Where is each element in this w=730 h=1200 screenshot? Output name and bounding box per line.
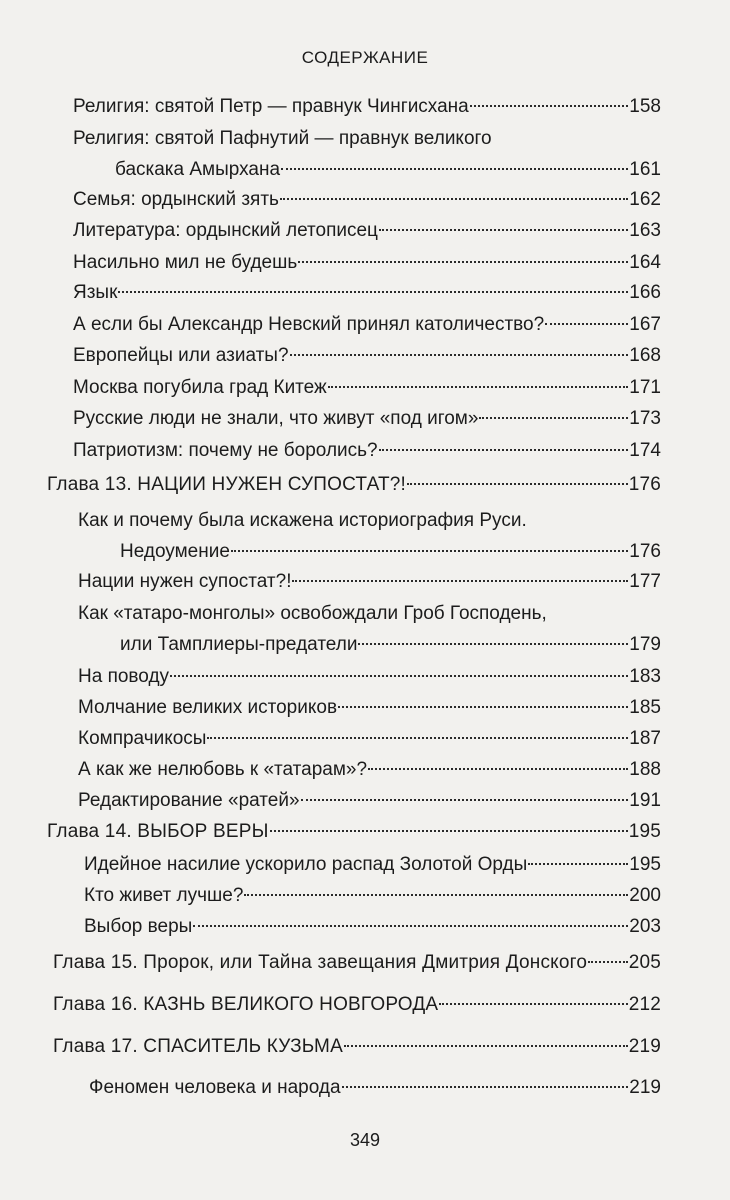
dot-leader [344,1045,628,1047]
toc-entry-page: 219 [628,1036,661,1057]
toc-entry-title: Патриотизм: почему не боролись? [73,440,378,461]
toc-entry-title: Как и почему была искажена историография Руси. [78,510,527,531]
toc-chapter [53,951,661,975]
toc-entry-title: Религия: святой Петр — правнук Чингисхана [73,96,469,117]
toc-entry [73,439,661,463]
toc-chapter-title: Глава 15. Пророк, или Тайна завещания Дмитрия Донского [53,952,588,973]
toc-entry-title: Европейцы или азиаты? [73,345,289,366]
toc-entry-title: Недоумение [120,541,230,562]
toc-entry-title: Идейное насилие ускорило распад Золотой Орды [84,854,528,875]
toc-entry [73,376,661,400]
toc-entry-page: 171 [629,377,661,398]
toc-entry-page: 203 [629,916,661,937]
dot-leader [342,1086,629,1088]
toc-chapter [53,993,661,1017]
toc-entry [73,407,661,431]
toc-entry-page: 162 [629,189,661,210]
dot-leader [301,799,629,801]
dot-leader [298,261,628,263]
toc-entry-title: Литература: ордынский летописец [73,220,378,241]
dot-leader [358,643,628,645]
toc-chapter-title: Глава 16. КАЗНЬ ВЕЛИКОГО НОВГОРОДА [53,994,439,1015]
toc-entry-page: 185 [629,697,661,718]
dot-leader [207,737,628,739]
toc-entry-page: 195 [629,854,661,875]
toc-entry-page: 183 [629,666,661,687]
toc-chapter-title: Глава 14. ВЫБОР ВЕРЫ [47,821,269,842]
page-header: СОДЕРЖАНИЕ [301,48,429,67]
toc-entry-title: Молчание великих историков [78,697,338,718]
dot-leader [193,925,628,927]
toc-entry-title: А как же нелюбовь к «татарам»? [78,759,368,780]
dot-leader [290,354,629,356]
toc-entry [73,95,661,119]
dot-leader [470,105,629,107]
toc-entry-title: или Тамплиеры-предатели [120,634,358,655]
toc-entry-page: 195 [628,821,661,842]
dot-leader [244,894,628,896]
toc-entry [73,281,661,305]
dot-leader [379,229,628,231]
dot-leader [292,580,628,582]
toc-entry [78,727,661,751]
dot-leader [118,291,628,293]
toc-entry-page: 174 [629,440,661,461]
toc-entry [120,633,661,657]
toc-entry-title: Язык [73,282,118,303]
toc-entry-page: 161 [629,159,661,180]
toc-entry-page: 191 [629,790,661,811]
toc-entry-line [73,127,492,151]
toc-entry-title: Кто живет лучше? [84,885,244,906]
toc-entry-page: 177 [629,571,661,592]
toc-entry [84,853,661,877]
toc-entry [89,1076,661,1100]
toc-entry-line [78,509,527,533]
dot-leader [588,961,628,963]
dot-leader [528,863,628,865]
toc-entry-page: 187 [629,728,661,749]
toc-entry-title: Насильно мил не будешь [73,252,298,273]
toc-entry-title: Семья: ордынский зять [73,189,279,210]
dot-leader [280,198,628,200]
toc-entry-page: 176 [628,474,661,495]
toc-entry [73,188,661,212]
dot-leader [270,830,628,832]
toc-entry-title: Редактирование «ратей» [78,790,300,811]
toc-entry-page: 212 [628,994,661,1015]
toc-entry-page: 167 [629,314,661,335]
toc-entry-page: 158 [629,96,661,117]
toc-entry [84,915,661,939]
toc-entry [78,758,661,782]
toc-entry-title: Религия: святой Пафнутий — правнук великого [73,128,492,149]
toc-entry [73,251,661,275]
toc-entry-line [78,602,547,626]
toc-entry [78,696,661,720]
dot-leader [328,386,629,388]
toc-entry-title: Компрачикосы [78,728,207,749]
dot-leader [379,449,629,451]
toc-entry [120,540,661,564]
toc-entry-page: 200 [629,885,661,906]
toc-chapter [47,820,661,844]
toc-chapter-title: Глава 13. НАЦИИ НУЖЕН СУПОСТАТ?! [47,474,407,495]
toc-entry-page: 164 [629,252,661,273]
page-number: 349 [349,1130,381,1150]
toc-entry-page: 176 [629,541,661,562]
toc-entry-title: На поводу [78,666,170,687]
dot-leader [479,417,628,419]
dot-leader [545,323,628,325]
toc-entry-title: Москва погубила град Китеж [73,377,327,398]
toc-chapter-title: Глава 17. СПАСИТЕЛЬ КУЗЬМА [53,1036,343,1057]
toc-entry-title: Выбор веры [84,916,193,937]
toc-entry-title: баскака Амырхана [115,159,281,180]
toc-entry-page: 166 [629,282,661,303]
toc-entry-title: Феномен человека и народа [89,1077,341,1098]
toc-entry [73,344,661,368]
toc-entry [73,313,661,337]
dot-leader [170,675,628,677]
toc-entry [78,789,661,813]
dot-leader [281,168,628,170]
dot-leader [368,768,628,770]
toc-entry [84,884,661,908]
toc-entry-page: 219 [629,1077,661,1098]
toc-entry [115,158,661,182]
dot-leader [338,706,628,708]
dot-leader [407,483,628,485]
toc-entry-title: Нации нужен супостат?! [78,571,292,592]
toc-entry-page: 168 [629,345,661,366]
toc-entry-page: 173 [629,408,661,429]
toc-entry-page: 205 [628,952,661,973]
toc-entry-title: Русские люди не знали, что живут «под игом» [73,408,479,429]
toc-entry-title: Как «татаро-монголы» освобождали Гроб Господень, [78,603,547,624]
toc-entry [78,665,661,689]
toc-entry-page: 163 [629,220,661,241]
toc-entry-title: А если бы Александр Невский принял католичество? [73,314,545,335]
toc-entry [78,570,661,594]
dot-leader [231,550,628,552]
toc-chapter [53,1035,661,1059]
toc-entry-page: 179 [629,634,661,655]
toc-entry-page: 188 [629,759,661,780]
toc-entry [73,219,661,243]
dot-leader [439,1003,627,1005]
toc-chapter [47,473,661,497]
